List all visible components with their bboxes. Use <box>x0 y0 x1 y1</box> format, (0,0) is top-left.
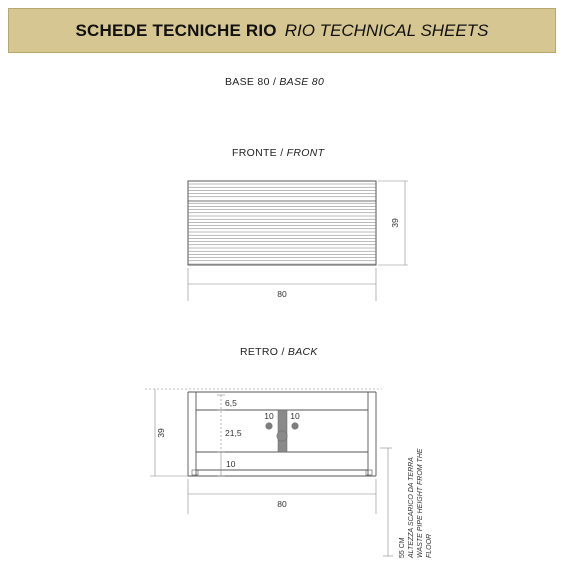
front-label: FRONTE / FRONT <box>232 147 325 159</box>
header-title-en: RIO TECHNICAL SHEETS <box>284 20 489 40</box>
svg-text:ALTEZZA SCARICO DA TERRA: ALTEZZA SCARICO DA TERRA <box>408 457 415 558</box>
front-width-label: 80 <box>277 289 287 299</box>
front-view <box>188 181 376 265</box>
back-inner-dimensions <box>217 395 225 476</box>
front-slats <box>188 184 376 264</box>
svg-text:WASTE PIPE HEIGHT FROM THE: WASTE PIPE HEIGHT FROM THE <box>417 448 424 558</box>
header-title-it: SCHEDE TECNICHE RIO <box>75 20 277 40</box>
front-height-label: 39 <box>390 218 400 228</box>
dim-bottom-label: 10 <box>226 459 236 469</box>
svg-text:55 CM: 55 CM <box>399 537 406 558</box>
back-height-label: 39 <box>156 428 166 438</box>
back-width-label: 80 <box>277 499 287 509</box>
waste-pipe-dimension <box>380 448 393 556</box>
dim-top-label: 6,5 <box>225 398 237 408</box>
svg-text:FLOOR: FLOOR <box>426 533 433 558</box>
back-label: RETRO / BACK <box>240 346 318 358</box>
dim-mid-label: 21,5 <box>225 428 242 438</box>
waste-pipe-note <box>399 448 433 559</box>
base-label: BASE 80 / BASE 80 <box>225 76 325 88</box>
hole-left-label: 10 <box>264 411 274 421</box>
hole-right-label: 10 <box>290 411 300 421</box>
